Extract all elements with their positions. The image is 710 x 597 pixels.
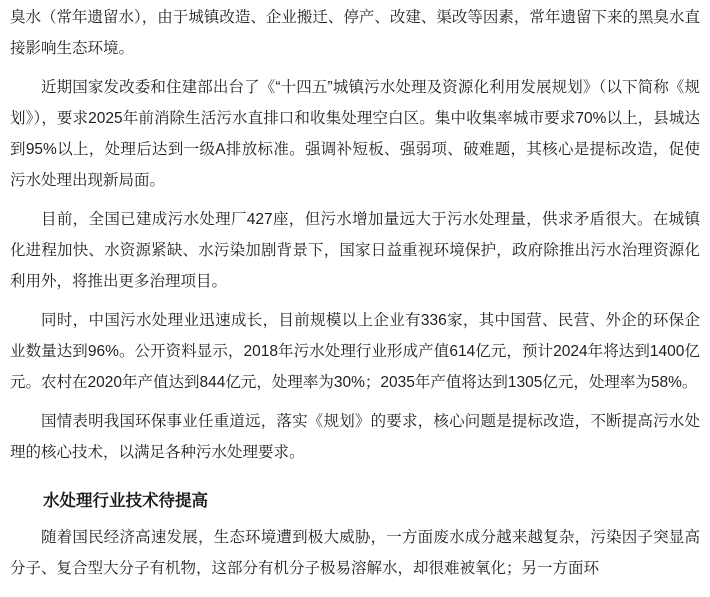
section-heading-water-treatment: 水处理行业技术待提高 [43, 492, 208, 510]
paragraph-6: 随着国民经济高速发展，生态环境遭到极大威胁，一方面废水成分越来越复杂，污染因子突显高分子、复合型大分子有机物，这部分有机分子极易溶解水，却很难被氧化；另一方面环 [10, 529, 700, 577]
paragraph-1: 臭水（常年遗留水），由于城镇改造、企业搬迁、停产、改建、渠改等因素，常年遗留下来的黑臭水直接影响生态环境。 [10, 9, 700, 57]
paragraph-5: 国情表明我国环保事业任重道远，落实《规划》的要求，核心问题是提标改造，不断提高污水处理的核心技术，以满足各种污水处理要求。 [10, 413, 700, 461]
paragraph-2: 近期国家发改委和住建部出台了《“十四五”城镇污水处理及资源化利用发展规划》（以下简称《规划》），要求2025年前消除生活污水直排口和收集处理空白区。集中收集率城市要求70%以上，县城达到95%以上，处理后达到一级A排放标准。强调补短板、强弱项、破难题，其核心是提标改造，促使污水处理出现新局面。 [10, 79, 700, 189]
paragraph-4: 同时，中国污水处理业迅速成长，目前规模以上企业有336家，其中国营、民营、外企的环保企业数量达到96%。公开资料显示，2018年污水处理行业形成产值614亿元，预计2024年将达到1400亿元。农村在2020年产值达到844亿元，处理率为30%；2035年产值将达到1305亿元，处理率为58%。 [10, 312, 700, 391]
paragraph-3: 目前，全国已建成污水处理厂427座，但污水增加量远大于污水处理量，供求矛盾很大。在城镇化进程加快、水资源紧缺、水污染加剧背景下，国家日益重视环境保护，政府除推出污水治理资源化利用外，将推出更多治理项目。 [10, 211, 700, 290]
